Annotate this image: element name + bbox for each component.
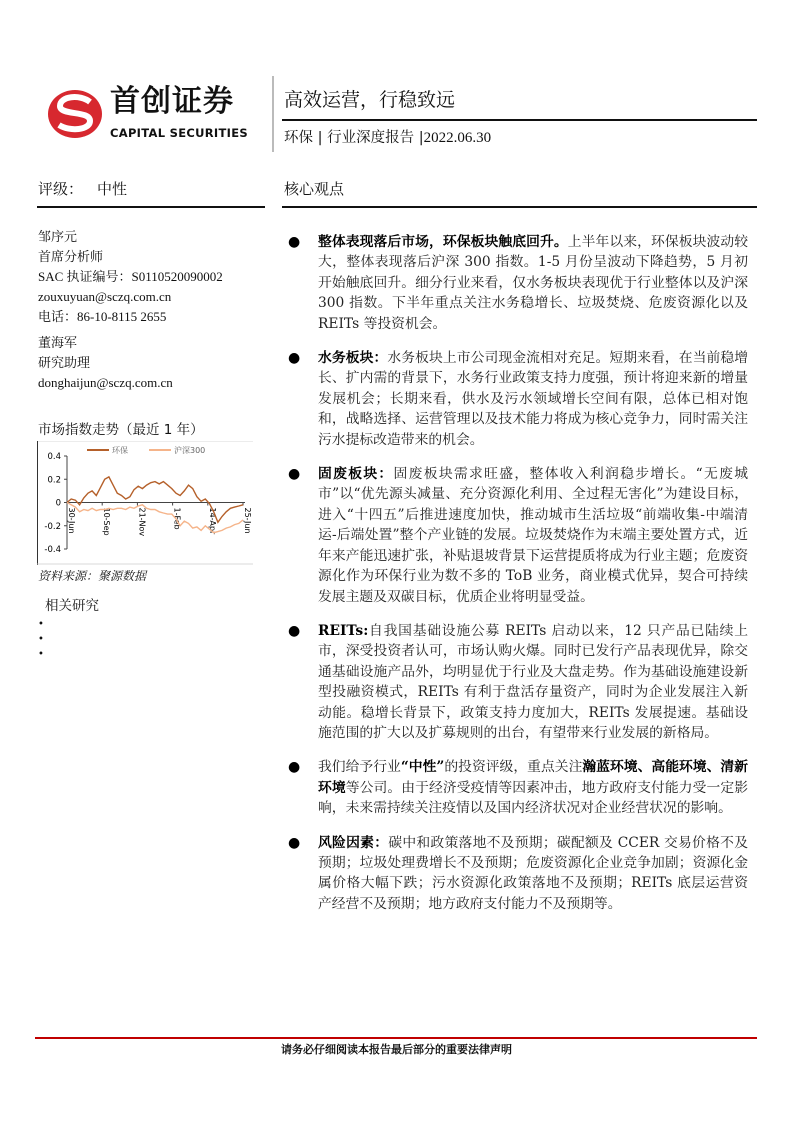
rating-value: 中性 <box>97 180 128 198</box>
point-rating-value: “中性” <box>400 759 445 776</box>
analyst-phone: 电话：86-10-8115 2655 <box>38 309 167 324</box>
bullet-icon: ● <box>288 234 301 250</box>
related-research-title: 相关研究 <box>45 598 99 614</box>
logo-en-text: CAPITAL SECURITIES <box>110 126 248 140</box>
analyst-1 <box>38 227 223 327</box>
analyst-2 <box>38 333 173 393</box>
rating-label: 评级： <box>38 180 84 198</box>
legend-label: 沪深300 <box>174 446 206 455</box>
analyst-role: 研究助理 <box>38 355 91 370</box>
bullet-icon: ● <box>288 759 301 776</box>
point-heading: 水务板块： <box>318 350 388 367</box>
point-text: 自我国基础设施公募 REITs 启动以来，12 只产品已陆续上市，深受投资者认可，市场认购火爆。同时已发行产品表现优异，除交通基础设施产品外，均明显优于行业及大盘走势。作为基础设施建设新型投融资模式，REITs 有利于盘活存量资产，同时为企业发展注入新动能。稳增长背景下，政策支持力度加大，REITs 发展提速。基础设施范围的扩大以及扩募规则的出台，有望带来行业发展的新格局。 <box>318 622 748 741</box>
analyst-name: 董海军 <box>38 335 78 350</box>
related-item[interactable]: • <box>38 634 44 645</box>
bullet-icon: ● <box>288 622 301 639</box>
point-heading: REITs: <box>318 622 369 639</box>
chart-source: 资料来源：聚源数据 <box>38 569 147 583</box>
separator: | <box>317 130 323 146</box>
bullet-icon: ● <box>288 834 301 851</box>
analyst-role: 首席分析师 <box>38 249 104 264</box>
sector: 环保 <box>284 130 313 146</box>
chart-title: 市场指数走势（最近 1 年） <box>38 422 204 438</box>
point-reits <box>286 621 748 743</box>
point-text: 水务板块上市公司现金流相对充足。短期来看，在当前稳增长、扩内需的背景下，水务行业政策支持力度强，预计将迎来新的增量发展机会；长期来看，供水及污水领域增长空间有限，总体已相对饱和，战略选择、运营管理以及技术能力将成为核心竞争力，同时需关注污水提标改造带来的机会。 <box>318 350 749 448</box>
header-divider <box>272 76 274 152</box>
logo-mark-icon <box>46 88 104 140</box>
x-tick-label: 14-Apr <box>207 507 217 535</box>
title-rule <box>282 119 757 121</box>
rating <box>38 179 127 199</box>
y-tick-label: 0.2 <box>47 475 61 486</box>
footer-disclaimer: 请务必仔细阅读本报告最后部分的重要法律声明 <box>281 1043 512 1056</box>
related-item[interactable]: • <box>38 649 44 660</box>
rating-rule <box>37 206 265 208</box>
y-tick-label: 0.4 <box>47 452 61 462</box>
x-tick-label: 10-Sep <box>102 507 112 536</box>
bullet-icon: ● <box>288 350 301 367</box>
point-risks <box>286 833 748 915</box>
x-tick-label: 30-Jun <box>67 507 76 534</box>
report-title: 高效运营，行稳致远 <box>284 89 456 111</box>
point-companies: 瀚蓝环境、高能环境、清新环境 <box>318 759 749 796</box>
report-date: 2022.06.30 <box>423 130 492 146</box>
point-heading: 固废板块： <box>318 466 394 483</box>
x-tick-label: 21-Nov <box>137 507 147 537</box>
y-tick-label: 0 <box>55 498 61 509</box>
analyst-license: SAC 执证编号：S0110520090002 <box>38 269 223 284</box>
market-index-chart <box>37 441 253 565</box>
point-solid-waste <box>286 464 748 607</box>
analyst-email[interactable]: donghaijun@sczq.com.cn <box>38 375 173 390</box>
footer-rule <box>35 1037 757 1039</box>
point-rating <box>286 757 748 818</box>
separator: | <box>418 130 424 146</box>
report-type: 行业深度报告 <box>327 130 415 146</box>
bullet-icon: ● <box>288 466 301 483</box>
legend-label: 环保 <box>112 446 128 455</box>
y-tick-label: -0.4 <box>44 545 61 555</box>
x-tick-label: 1-Feb <box>172 507 182 530</box>
point-text: 固废板块需求旺盛，整体收入利润稳步增长。“无废城市”以“优先源头减量、充分资源化利用、全过程无害化”为建设目标，进入“十四五”后推进速度加快，推动城市生活垃圾“前端收集-中端清运-后端处置”整个产业链的发展。垃圾焚烧作为末端主要处置方式，近年来产能迅速扩张，补贴退坡背景下运营提质将成为行业主题；危废资源化作为环保行业为数不多的 ToB 业务，商业模式优异，契合可持续发展主题及双碳目标，优质企业将明显受益。 <box>318 466 748 605</box>
point-heading: 整体表现落后市场，环保板块触底回升。 <box>318 234 568 250</box>
logo-cn-text: 首创证券 <box>110 84 234 119</box>
point-text: 上半年以来，环保板块波动较大，整体表现落后沪深 300 指数。1-5 月份呈波动下降趋势，5 月初开始触底回升。细分行业来看，仅水务板块表现优于行业整体以及沪深 300 指数。下半年重点关注水务稳增长、垃圾焚烧、危废资源化以及 REITs 等投资机会。 <box>318 234 749 332</box>
y-tick-label: -0.2 <box>44 521 61 532</box>
related-item[interactable]: • <box>38 619 44 630</box>
point-market <box>286 232 748 334</box>
point-water <box>286 348 748 450</box>
point-text: 我们给予行业 <box>318 759 401 776</box>
point-text: 碳中和政策落地不及预期；碳配额及 CCER 交易价格不及预期；垃圾处理费增长不及预期；危废资源化企业竞争加剧；资源化金属价格大幅下跌；污水资源化政策落地不及预期；REITs 底层运营资产经营不及预期；地方政府支付能力不及预期等。 <box>318 834 749 912</box>
core-points <box>286 232 748 928</box>
core-title: 核心观点 <box>284 180 345 198</box>
analyst-email[interactable]: zouxuyuan@sczq.com.cn <box>38 289 172 304</box>
report-subtitle <box>284 128 491 148</box>
point-text: 等公司。由于经济受疫情等因素冲击，地方政府支付能力受一定影响，未来需持续关注疫情以及国内经济状况对企业经营状况的影响。 <box>318 779 749 817</box>
x-tick-label: 25-Jun <box>243 507 252 534</box>
company-logo <box>40 82 260 146</box>
analyst-name: 邹序元 <box>38 229 78 244</box>
core-rule <box>282 206 757 208</box>
point-text: 的投资评级，重点关注 <box>444 759 583 776</box>
point-heading: 风险因素： <box>318 834 389 851</box>
